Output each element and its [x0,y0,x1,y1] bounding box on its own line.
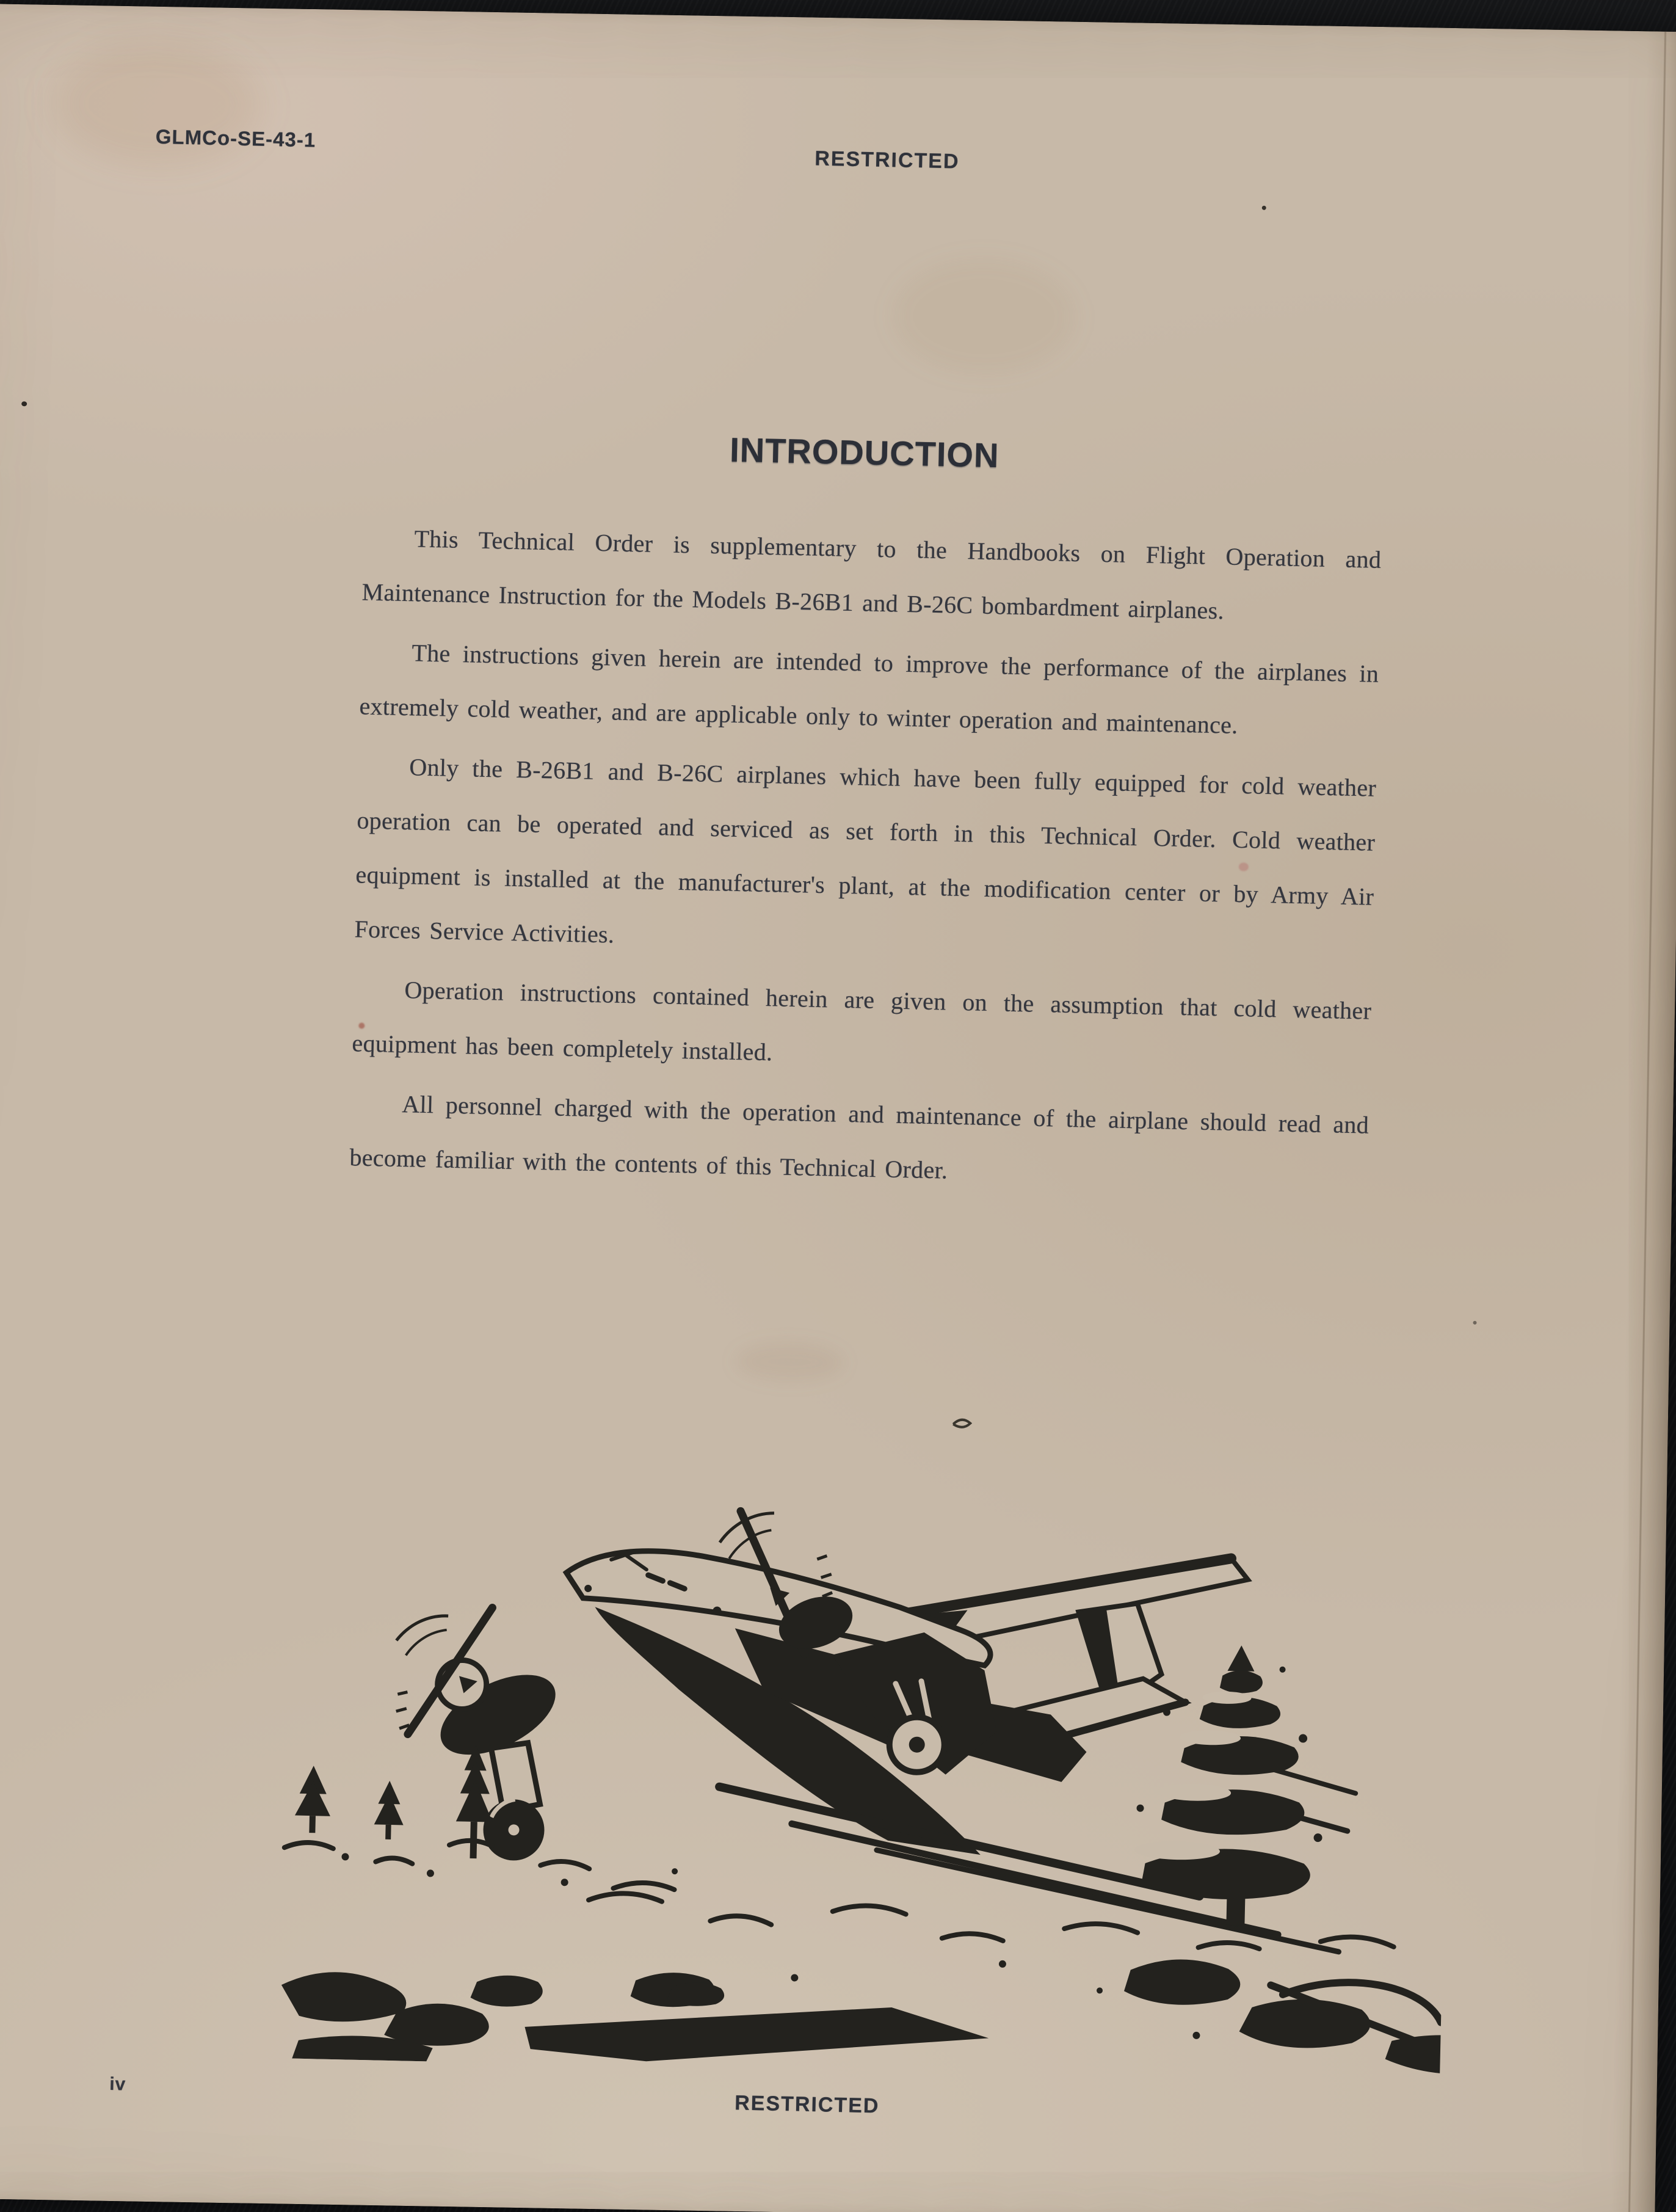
scanned-page [0,4,1676,2212]
paragraph: Operation instructions contained herein are given on the assumption that cold weather equipment has been completely installed. [352,976,1372,1066]
classification-footer: RESTRICTED [734,2091,880,2118]
paragraph: All personnel charged with the operation and maintenance of the airplane should read and become familiar with the contents of this Technical Order. [349,1090,1369,1184]
b26-takeoff-illustration [243,1398,1454,2084]
paragraph: Only the B-26B1 and B-26C airplanes which have been fully equipped for cold weather operation can be operated and serviced as set forth in this Technical Order. Cold weather equipment is installed at the manufacturer's plant, at the modification center or by Army Air Forces Service Activities. [354,753,1377,948]
paragraph: The instructions given herein are intended to improve the performance of the airplanes in extremely cold weather, and are applicable only to winter operation and maintenance. [359,639,1379,739]
paragraph: This Technical Order is supplementary to the Handbooks on Flight Operation and Maintenance Instruction for the Models B-26B1 and B-26C bombardment airplanes. [361,525,1382,625]
page-title: INTRODUCTION [729,430,1000,475]
body-text [349,511,1382,1212]
large-fir-tree [1133,1643,1326,1927]
doc-number: GLMCo-SE-43-1 [155,125,316,151]
page-number: iv [109,2074,126,2095]
stray-mark [953,1419,970,1427]
classification-header: RESTRICTED [814,147,960,173]
